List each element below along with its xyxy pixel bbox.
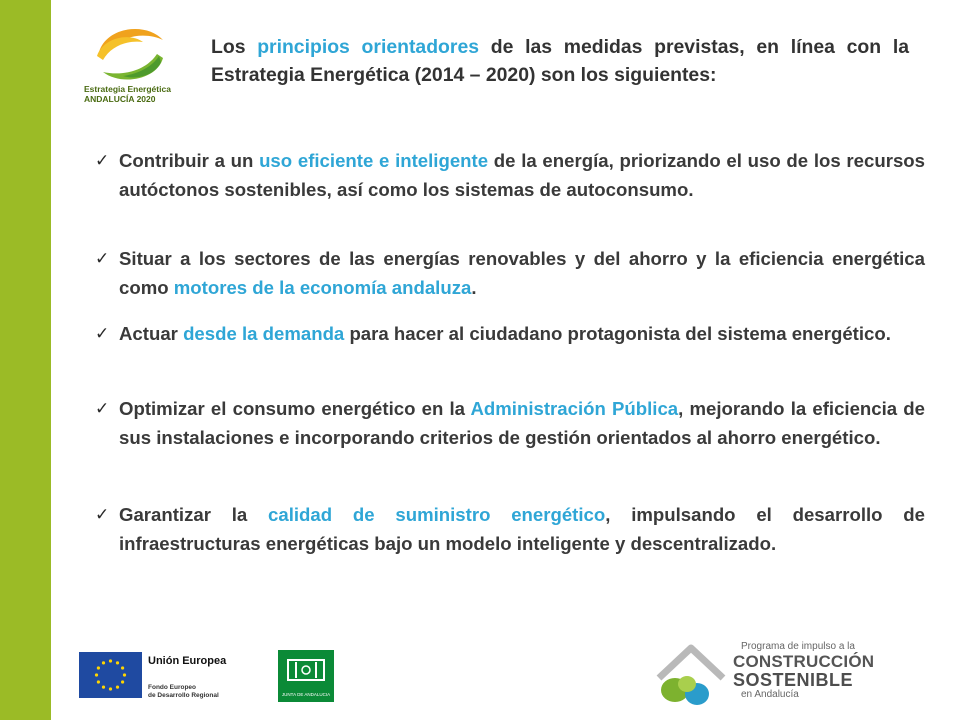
bullet-text-pre: Optimizar el consumo energético en la bbox=[119, 398, 471, 419]
bullet-text-highlight: motores de la economía andaluza bbox=[173, 276, 472, 298]
cs-line3: SOSTENIBLE bbox=[733, 670, 854, 690]
bullet-text-highlight: Administración Pública bbox=[470, 398, 679, 419]
bullet-text bbox=[119, 320, 925, 349]
bullet-text-post: para hacer al ciudadano protagonista del sistema energético. bbox=[344, 323, 891, 344]
bullet-text-pre: Actuar bbox=[119, 323, 184, 344]
check-icon: ✓ bbox=[95, 151, 110, 170]
bullet-item bbox=[95, 501, 925, 558]
heading-post: de las medidas previstas, en línea con la Estrategia Energética (2014 – 2020) son los siguientes: bbox=[211, 36, 909, 86]
bullet-text-highlight: desde la demanda bbox=[183, 323, 345, 344]
bullet-text-post: , mejorando la eficiencia de sus instalaciones e incorporando criterios de gestión orientados al ahorro energético. bbox=[119, 398, 925, 448]
heading-pre: Los bbox=[211, 36, 258, 58]
slide-heading bbox=[211, 33, 909, 89]
bullet-text bbox=[119, 501, 925, 558]
check-icon: ✓ bbox=[95, 505, 110, 524]
junta-andalucia-logo bbox=[278, 650, 334, 702]
eu-title: Unión Europea bbox=[148, 655, 227, 667]
left-accent-bar bbox=[0, 0, 51, 720]
bullet-item bbox=[95, 147, 925, 204]
eu-subtitle bbox=[148, 684, 258, 700]
bullet-item bbox=[95, 395, 925, 452]
eu-flag-icon bbox=[79, 652, 142, 698]
logo-top-caption bbox=[84, 84, 180, 104]
bullet-text bbox=[119, 395, 925, 452]
eu-subtitle-line1: Fondo Europeo bbox=[148, 684, 197, 691]
bullet-text-pre: Situar a los sectores de las energías renovables y del ahorro y la eficiencia energética como bbox=[119, 248, 925, 298]
cs-line1: Programa de impulso a la bbox=[741, 641, 855, 652]
check-icon: ✓ bbox=[95, 249, 110, 268]
bullet-text bbox=[119, 245, 925, 302]
bullet-item bbox=[95, 320, 925, 349]
bullet-text bbox=[119, 147, 925, 204]
bullet-text-highlight: calidad de suministro energético bbox=[268, 504, 606, 525]
bullet-text-pre: Contribuir a un bbox=[119, 150, 260, 171]
junta-label: JUNTA DE ANDALUCIA bbox=[281, 692, 331, 697]
eu-text-block bbox=[148, 655, 258, 700]
bullet-text-post: de la energía, priorizando el uso de los recursos autóctonos sostenibles, así como los sistemas de autoconsumo. bbox=[119, 150, 925, 200]
cs-line2: CONSTRUCCIÓN bbox=[733, 652, 875, 671]
check-icon: ✓ bbox=[95, 399, 110, 418]
bullet-text-pre: Garantizar la bbox=[119, 504, 269, 525]
bullet-item bbox=[95, 245, 925, 302]
heading-highlight: principios orientadores bbox=[257, 36, 480, 58]
construccion-sostenible-logo-icon bbox=[653, 640, 729, 712]
bullet-text-highlight: uso eficiente e inteligente bbox=[259, 150, 489, 171]
check-icon: ✓ bbox=[95, 324, 110, 343]
logo-top-line1: Estrategia Energética bbox=[84, 84, 171, 94]
logo-top-line2: ANDALUCÍA 2020 bbox=[84, 94, 156, 104]
junta-emblem-icon bbox=[278, 650, 334, 690]
bullet-text-post: . bbox=[471, 276, 477, 298]
cs-line4: en Andalucía bbox=[741, 689, 799, 700]
bullet-text-post: , impulsando el desarrollo de infraestructuras energéticas bajo un modelo inteligente y descentralizado. bbox=[119, 504, 925, 554]
eu-subtitle-line2: de Desarrollo Regional bbox=[148, 692, 219, 699]
construccion-sostenible-text bbox=[733, 641, 913, 700]
